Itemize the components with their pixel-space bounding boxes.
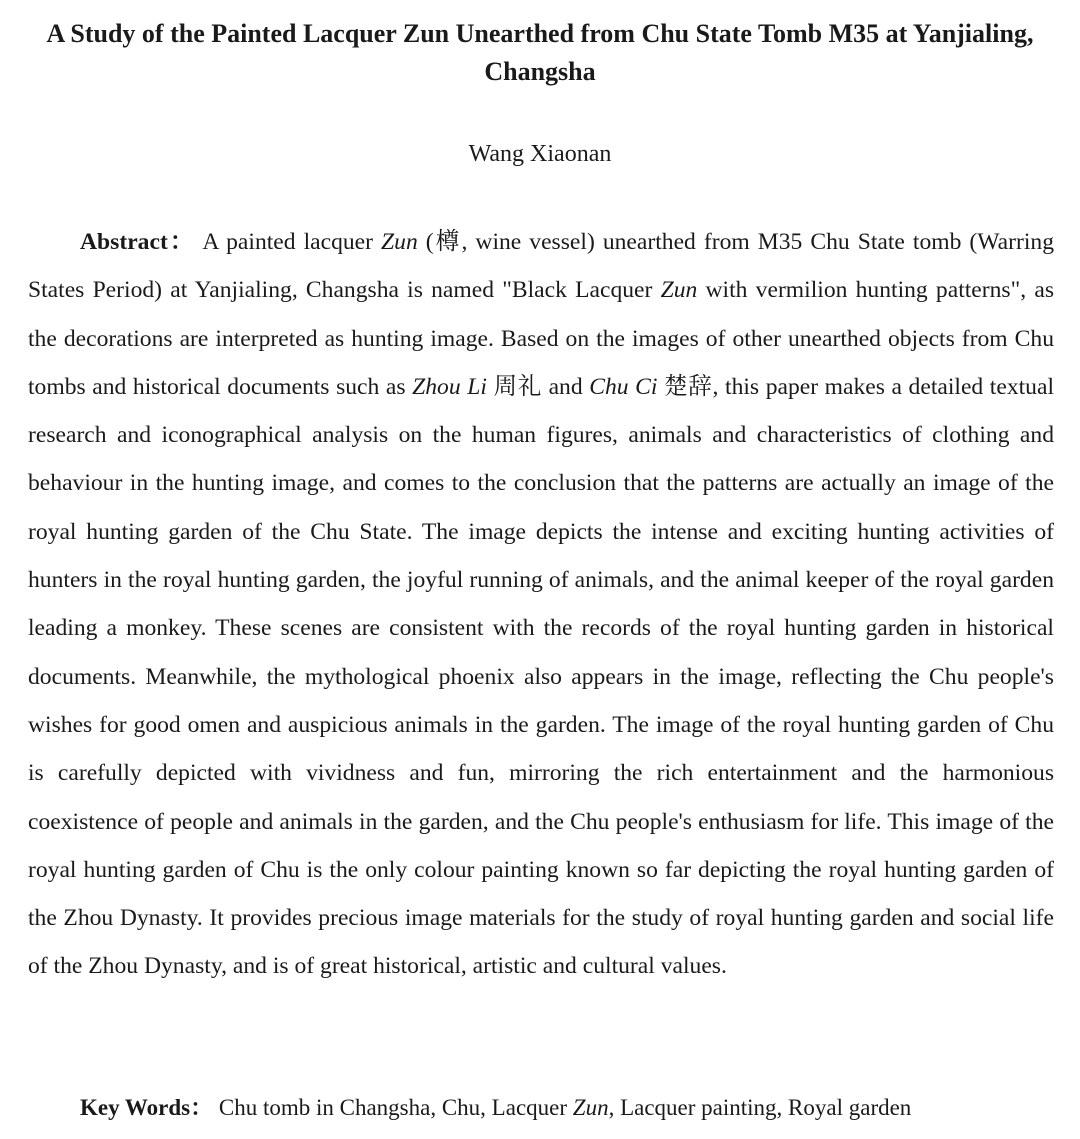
abstract-italic-term: Zun [381, 229, 418, 255]
abstract-text: 周礼 and [486, 373, 590, 400]
abstract-label: Abstract： [80, 229, 196, 255]
abstract-paragraph [28, 218, 1054, 991]
keywords-line [80, 1088, 911, 1128]
abstract-italic-term: Chu Ci [589, 373, 658, 400]
keywords-italic-term: Zun [572, 1095, 609, 1120]
author-name: Wang Xiaonan [468, 141, 612, 167]
abstract-text: (樽, wine vessel) unearthed from M35 Chu State tomb (Warring States Period) at Yanjialing, Changsha is named "Black Lacquer [28, 229, 1054, 304]
paper-title: A Study of the Painted Lacquer Zun Unearthed from Chu State Tomb M35 at Yanjialing, Changsha [46, 19, 1034, 86]
abstract-italic-term: Zun [660, 277, 698, 304]
abstract-italic-term: Zhou Li [412, 373, 487, 400]
abstract-text: with vermilion hunting patterns", as the decorations are interpreted as hunting image. Based on the images of other unearthed objects from Chu tombs and historical documents such as [28, 277, 1054, 400]
keywords-label: Key Words： [80, 1095, 214, 1120]
keywords-text: , Lacquer painting, Royal garden [608, 1095, 912, 1120]
abstract-text: 楚辞, this paper makes a detailed textual research and iconographical analysis on the human figures, animals and characteristics of clothing and behaviour in the hunting image, and comes to the conclusion that the patterns are actually an image of the royal hunting garden of the Chu State. The image depicts the intense and exciting hunting activities of hunters in the royal hunting garden, the joyful running of animals, and the animal keeper of the royal garden leading a monkey. These scenes are consistent with the records of the royal hunting garden in historical documents. Meanwhile, the mythological phoenix also appears in the image, reflecting the Chu people's wishes for good omen and auspicious animals in the garden. The image of the royal hunting garden of Chu is carefully depicted with vividness and fun, mirroring the rich entertainment and the harmonious coexistence of people and animals in the garden, and the Chu people's enthusiasm for life. This image of the royal hunting garden of Chu is the only colour painting known so far depicting the royal hunting garden of the Zhou Dynasty. It provides precious image materials for the study of royal hunting garden and social life of the Zhou Dynasty, and is of great historical, artistic and cultural values. [28, 373, 1055, 980]
keywords-text: Chu tomb in Changsha, Chu, Lacquer [213, 1095, 573, 1120]
abstract-text: A painted lacquer [195, 229, 382, 255]
